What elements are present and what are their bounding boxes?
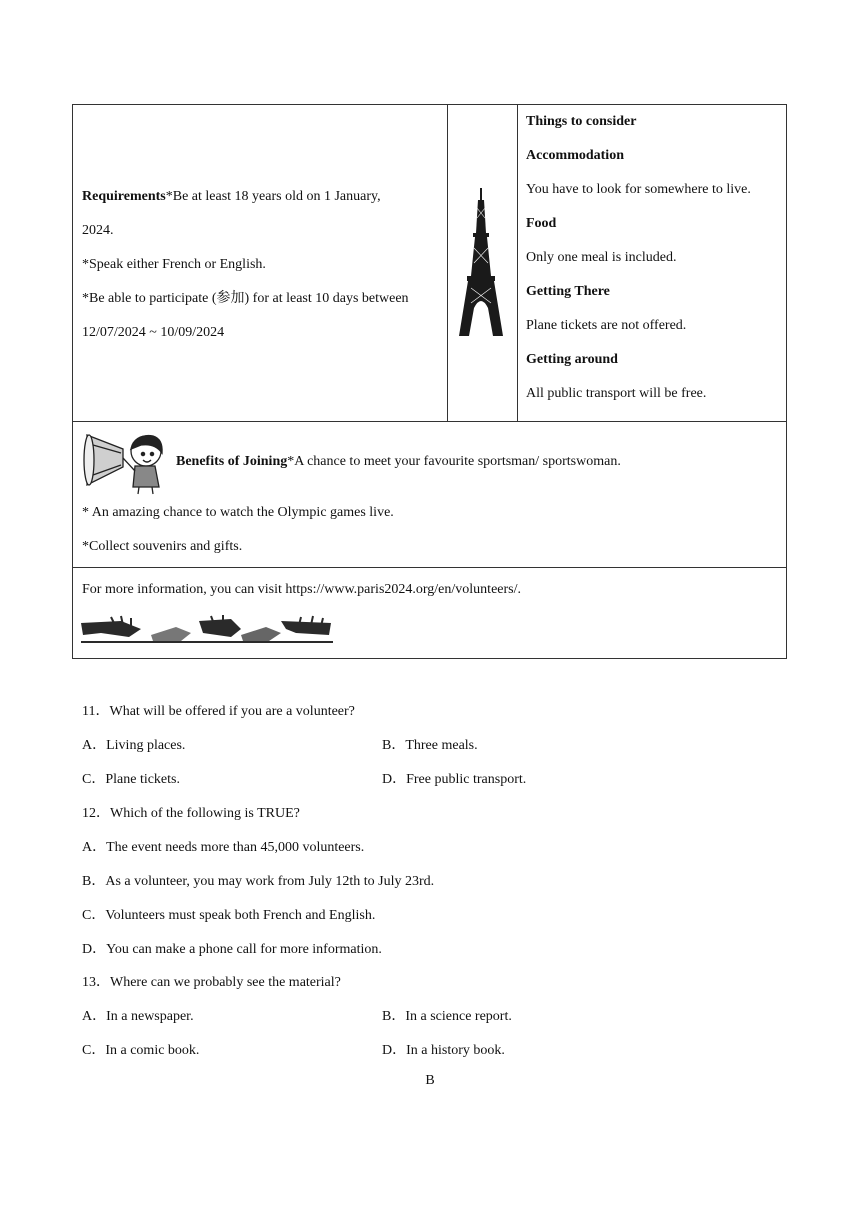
requirement-language: *Speak either French or English. [82, 257, 266, 272]
consider-heading: Things to consider [526, 114, 637, 129]
requirement-dates: 12/07/2024 ~ 10/09/2024 [82, 325, 225, 340]
requirement-participation: *Be able to participate (参加) for at least 10 days between [82, 291, 409, 306]
getting-around-title: Getting around [526, 352, 618, 367]
question-11-option-d: D．Free public transport. [382, 772, 527, 787]
getting-there-title: Getting There [526, 284, 610, 299]
benefit-watch-games: * An amazing chance to watch the Olympic games live. [82, 505, 394, 520]
hands-image [81, 615, 333, 645]
question-13-option-d: D．In a history book. [382, 1043, 505, 1058]
benefits-heading: Benefits of Joining [176, 454, 288, 469]
requirement-age: *Be at least 18 years old on 1 January, [165, 189, 381, 204]
info-table [72, 104, 787, 659]
benefit-meet-athlete: *A chance to meet your favourite sportsman/ sportswoman. [287, 454, 621, 469]
question-11-option-c: C．Plane tickets. [82, 772, 180, 787]
megaphone-girl-image [83, 427, 175, 495]
question-13-option-a: A．In a newspaper. [82, 1009, 194, 1024]
question-12-option-a: A．The event needs more than 45,000 volunteers. [82, 840, 365, 855]
question-12-option-d: D．You can make a phone call for more information. [82, 942, 382, 957]
getting-there-text: Plane tickets are not offered. [526, 318, 687, 333]
question-11-stem: 11．What will be offered if you are a volunteer? [82, 704, 355, 719]
things-to-consider-cell [518, 105, 786, 421]
requirements-heading: Requirements [82, 189, 166, 204]
question-13-option-b: B．In a science report. [382, 1009, 512, 1024]
question-13-stem: 13．Where can we probably see the material? [82, 975, 341, 990]
accommodation-title: Accommodation [526, 148, 624, 163]
eiffel-tower-cell [448, 105, 518, 421]
section-letter: B [425, 1073, 435, 1088]
accommodation-text: You have to look for somewhere to live. [526, 182, 751, 197]
benefit-souvenirs: *Collect souvenirs and gifts. [82, 539, 243, 554]
table-row-benefits [73, 422, 786, 568]
requirement-age-year: 2024. [82, 223, 114, 238]
food-text: Only one meal is included. [526, 250, 677, 265]
question-13-option-c: C．In a comic book. [82, 1043, 200, 1058]
getting-around-text: All public transport will be free. [526, 386, 707, 401]
food-title: Food [526, 216, 557, 231]
more-info-text: For more information, you can visit https://www.paris2024.org/en/volunteers/. [82, 582, 521, 597]
question-11-option-b: B．Three meals. [382, 738, 478, 753]
eiffel-tower-image [458, 188, 504, 338]
question-12-stem: 12．Which of the following is TRUE? [82, 806, 300, 821]
question-12-option-b: B．As a volunteer, you may work from July 12th to July 23rd. [82, 874, 435, 889]
question-11-option-a: A．Living places. [82, 738, 186, 753]
question-12-option-c: C．Volunteers must speak both French and English. [82, 908, 376, 923]
table-row-more-info [73, 568, 786, 658]
table-row-requirements [73, 105, 786, 422]
requirements-cell [73, 105, 448, 421]
